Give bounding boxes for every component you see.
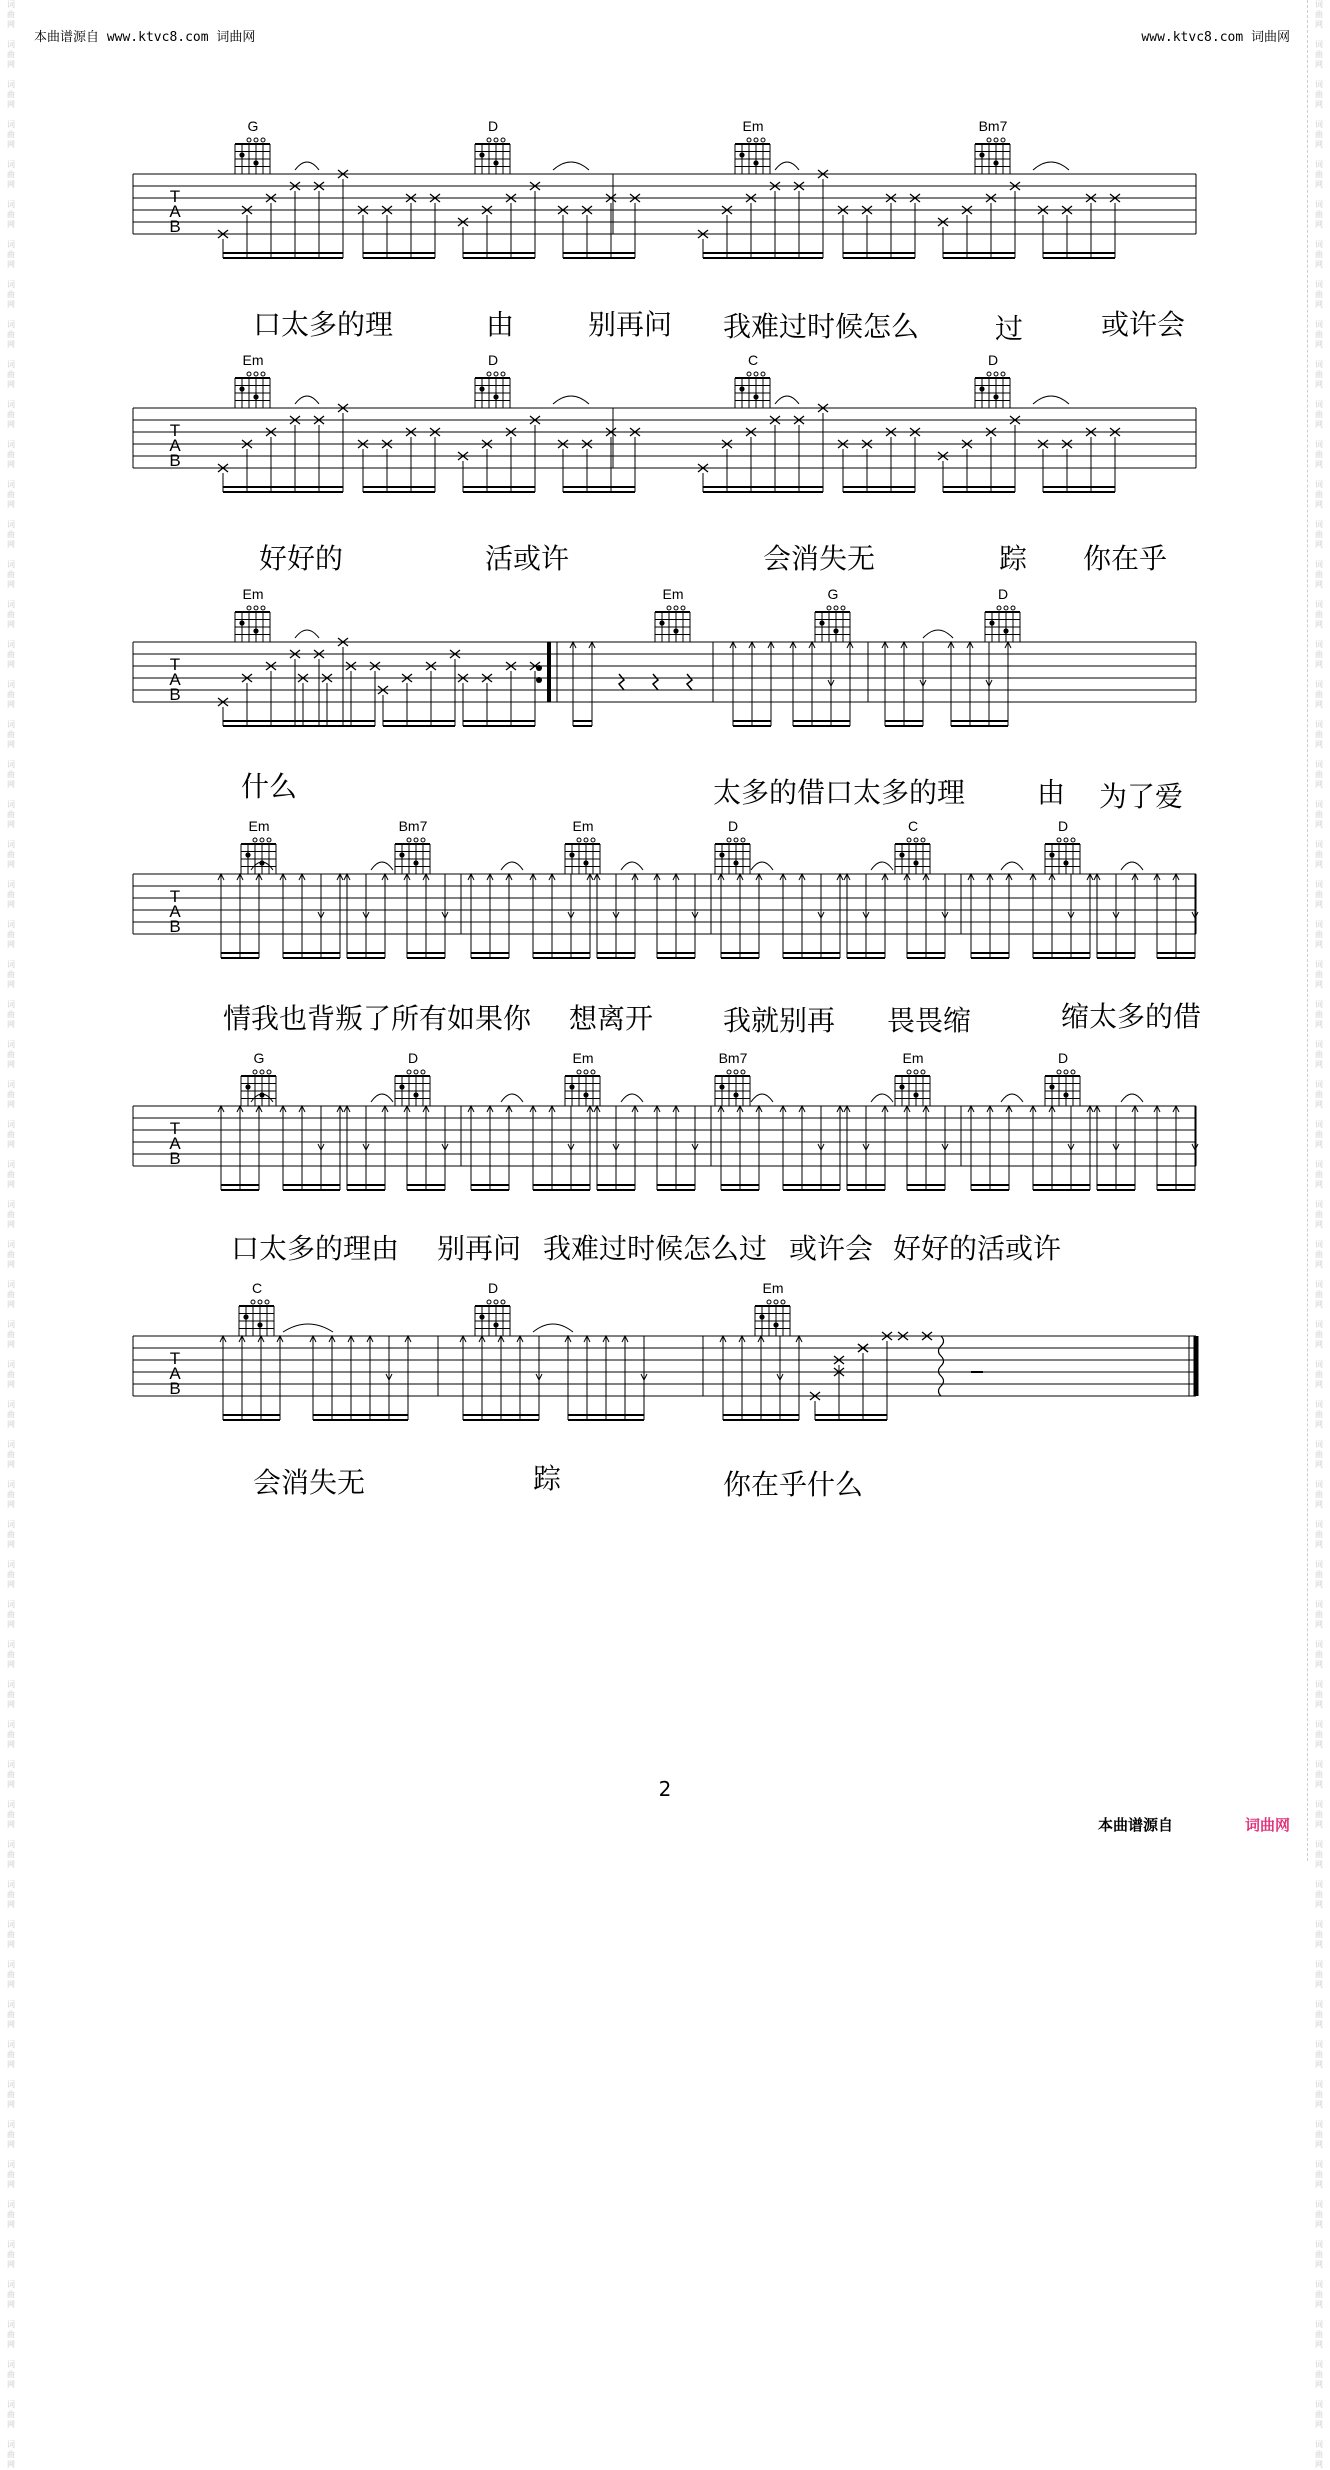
tab-clef-letter: B	[169, 217, 181, 236]
left-watermark-strip: 词 曲 网 词 曲 网 词 曲 网 词 曲 网 词 曲 网 词 曲 网 词 曲 网 词 曲 网 词 曲 网 词 曲 网 词 曲 网 词 曲 网 词 曲 网 词 曲 网 词 曲 网 词 曲 网 词 曲 网 词 曲 网 词 曲 网 词 曲 网 词 曲 网 词 曲 网 词 曲 网 词 曲 网 词 曲 网 词 曲 网 词 曲 网 词 曲 网 词 曲 网 词 曲 网 词 曲 网 词 曲 网 词 曲 网 词 曲 网 词 曲 网 词 曲 网 词 曲 网 词 曲 网 词 曲 网 词 曲 网 词 曲 网 词 曲 网 词 曲 网 词 曲 网 词 曲 网 词 曲 网 词 曲 网 词 曲 网 词 曲 网 词 曲 网 词 曲 网 词 曲 网 词 曲 网 词 曲 网 词 曲 网 词 曲 网 词 曲 网 词 曲 网 词 曲 网 词 曲 网 词 曲 网 词 曲 网	[7, 0, 15, 2469]
chord-name: D	[407, 1050, 419, 1066]
right-watermark-strip: 词 曲 网 词 曲 网 词 曲 网 词 曲 网 词 曲 网 词 曲 网 词 曲 网 词 曲 网 词 曲 网 词 曲 网 词 曲 网 词 曲 网 词 曲 网 词 曲 网 词 曲 网 词 曲 网 词 曲 网 词 曲 网 词 曲 网 词 曲 网 词 曲 网 词 曲 网 词 曲 网 词 曲 网 词 曲 网 词 曲 网 词 曲 网 词 曲 网 词 曲 网 词 曲 网 词 曲 网 词 曲 网 词 曲 网 词 曲 网 词 曲 网 词 曲 网 词 曲 网 词 曲 网 词 曲 网 词 曲 网 词 曲 网 词 曲 网 词 曲 网 词 曲 网 词 曲 网 词 曲 网 词 曲 网 词 曲 网 词 曲 网 词 曲 网 词 曲 网 词 曲 网 词 曲 网 词 曲 网 词 曲 网 词 曲 网 词 曲 网 词 曲 网 词 曲 网 词 曲 网 词 曲 网 词 曲 网	[1315, 0, 1323, 2469]
lyric: 活或许	[485, 542, 570, 575]
right-margin-line	[1307, 0, 1308, 1861]
chord-grid	[389, 1066, 437, 1110]
lyric: 过	[995, 312, 1024, 345]
chord-grid	[709, 834, 757, 878]
tab-clef-letter: T	[169, 1349, 181, 1368]
chord-name: D	[1057, 818, 1069, 834]
lyric: 你在乎什么	[723, 1468, 864, 1501]
chord-grid	[729, 134, 777, 178]
tab-clef-letter: A	[169, 670, 181, 689]
lyric: 情我也背叛了所有如果你	[223, 1002, 532, 1035]
lyric: 会消失无	[763, 542, 876, 575]
lyric: 缩太多的借	[1061, 1000, 1202, 1033]
lyric: 什么	[241, 770, 298, 803]
chord-diagram	[803, 586, 863, 646]
chord-name: Em	[248, 818, 270, 834]
tab-clef-letter: B	[169, 1379, 181, 1398]
tab-clef-letter: T	[169, 421, 181, 440]
chord-name: D	[487, 118, 499, 134]
lyric: 别再问	[588, 308, 673, 341]
chord-diagram	[883, 818, 943, 878]
chord-name: Bm7	[398, 818, 428, 834]
lyric: 口太多的理由	[231, 1232, 400, 1265]
tab-clef-letter: T	[169, 887, 181, 906]
tab-clef-letter: T	[169, 655, 181, 674]
tab-system-5	[133, 1050, 1196, 1282]
chord-diagram	[223, 352, 283, 412]
chord-name: Em	[902, 1050, 924, 1066]
chord-name: D	[487, 1280, 499, 1296]
lyric: 为了爱	[1099, 780, 1184, 813]
chord-grid	[469, 134, 517, 178]
chord-name: D	[987, 352, 999, 368]
chord-name: G	[253, 1050, 265, 1066]
chord-name: D	[1057, 1050, 1069, 1066]
tab-clef-letter: T	[169, 1119, 181, 1138]
chord-grid	[389, 834, 437, 878]
tab-system-2	[133, 352, 1196, 582]
chord-name: D	[727, 818, 739, 834]
lyric: 会消失无	[253, 1466, 366, 1499]
lyric: 由	[486, 308, 515, 341]
chord-grid	[979, 602, 1027, 646]
chord-grid	[969, 134, 1017, 178]
chord-diagram	[963, 352, 1023, 412]
chord-diagram	[643, 586, 703, 646]
lyric: 踪	[533, 1462, 562, 1495]
chord-grid	[229, 134, 277, 178]
chord-grid	[229, 368, 277, 412]
chord-diagram	[743, 1280, 803, 1340]
tab-system-6	[133, 1280, 1196, 1520]
chord-diagram	[223, 118, 283, 178]
tab-clef-letter: B	[169, 451, 181, 470]
chord-grid	[889, 834, 937, 878]
chord-name: G	[247, 118, 259, 134]
tab-system-1	[133, 118, 1196, 348]
lyric: 想离开	[569, 1002, 654, 1035]
header-left: 本曲谱源自 www.ktvc8.com 词曲网	[34, 30, 256, 45]
chord-grid	[809, 602, 857, 646]
chord-diagram	[703, 1050, 763, 1110]
chord-diagram	[383, 1050, 443, 1110]
chord-diagram	[223, 586, 283, 646]
chord-name: Bm7	[978, 118, 1008, 134]
chord-name: Bm7	[718, 1050, 748, 1066]
chord-name: D	[487, 352, 499, 368]
chord-diagram	[229, 818, 289, 878]
chord-name: Em	[242, 352, 264, 368]
chord-name: C	[251, 1280, 263, 1296]
chord-diagram	[227, 1280, 287, 1340]
chord-diagram	[553, 818, 613, 878]
chord-name: Em	[572, 1050, 594, 1066]
chord-grid	[709, 1066, 757, 1110]
chord-grid	[233, 1296, 281, 1340]
header-right: www.ktvc8.com 词曲网	[1141, 30, 1290, 45]
lyric: 或许会	[789, 1232, 874, 1265]
lyric: 太多的借口太多的理	[713, 776, 966, 809]
lyric: 畏畏缩	[887, 1004, 972, 1037]
lyric: 好好的活或许	[893, 1232, 1062, 1265]
chord-name: Em	[242, 586, 264, 602]
chord-grid	[729, 368, 777, 412]
lyric: 我难过时候怎么	[723, 310, 920, 343]
chord-grid	[229, 602, 277, 646]
footer-site-label: 词曲网	[1245, 1816, 1291, 1834]
chord-diagram	[723, 352, 783, 412]
chord-diagram	[553, 1050, 613, 1110]
chord-diagram	[883, 1050, 943, 1110]
lyric: 好好的	[259, 542, 344, 575]
footer-source-label: 本曲谱源自	[1098, 1816, 1174, 1834]
chord-diagram	[723, 118, 783, 178]
tab-clef-letter: B	[169, 685, 181, 704]
lyric: 我就别再	[723, 1004, 836, 1037]
chord-grid	[559, 1066, 607, 1110]
chord-diagram	[1033, 1050, 1093, 1110]
tab-system-3	[133, 586, 1196, 818]
tab-clef-letter: B	[169, 917, 181, 936]
chord-grid	[969, 368, 1017, 412]
tab-clef-letter: A	[169, 202, 181, 221]
chord-grid	[1039, 834, 1087, 878]
chord-name: Em	[762, 1280, 784, 1296]
chord-diagram	[463, 1280, 523, 1340]
chord-grid	[749, 1296, 797, 1340]
tab-staff	[133, 352, 1196, 552]
chord-name: D	[997, 586, 1009, 602]
tab-clef-letter: T	[169, 187, 181, 206]
tab-clef-letter: A	[169, 902, 181, 921]
chord-diagram	[463, 352, 523, 412]
chord-grid	[889, 1066, 937, 1110]
chord-name: Em	[662, 586, 684, 602]
lyric: 踪	[999, 542, 1028, 575]
chord-diagram	[463, 118, 523, 178]
lyric: 你在乎	[1083, 542, 1168, 575]
tab-staff	[133, 1280, 1196, 1480]
chord-grid	[235, 834, 283, 878]
tab-clef-letter: A	[169, 1364, 181, 1383]
chord-grid	[469, 368, 517, 412]
lyric: 我难过时候怎么过	[543, 1232, 768, 1265]
tab-clef-letter: A	[169, 1134, 181, 1153]
lyric: 或许会	[1101, 308, 1186, 341]
tab-clef-letter: A	[169, 436, 181, 455]
lyric: 别再问	[437, 1232, 522, 1265]
tab-system-4	[133, 818, 1202, 1050]
chord-grid	[235, 1066, 283, 1110]
chord-diagram	[963, 118, 1023, 178]
chord-diagram	[973, 586, 1033, 646]
chord-name: C	[747, 352, 759, 368]
lyric: 由	[1037, 776, 1066, 809]
chord-diagram	[383, 818, 443, 878]
chord-diagram	[1033, 818, 1093, 878]
chord-diagram	[703, 818, 763, 878]
tab-staff	[133, 118, 1196, 318]
chord-diagram	[229, 1050, 289, 1110]
chord-grid	[649, 602, 697, 646]
chord-name: G	[827, 586, 839, 602]
tab-clef-letter: B	[169, 1149, 181, 1168]
chord-grid	[469, 1296, 517, 1340]
chord-grid	[1039, 1066, 1087, 1110]
chord-name: Em	[742, 118, 764, 134]
chord-grid	[559, 834, 607, 878]
chord-name: C	[907, 818, 919, 834]
page-number: 2	[658, 1777, 672, 1801]
lyric: 口太多的理	[253, 308, 394, 341]
chord-name: Em	[572, 818, 594, 834]
